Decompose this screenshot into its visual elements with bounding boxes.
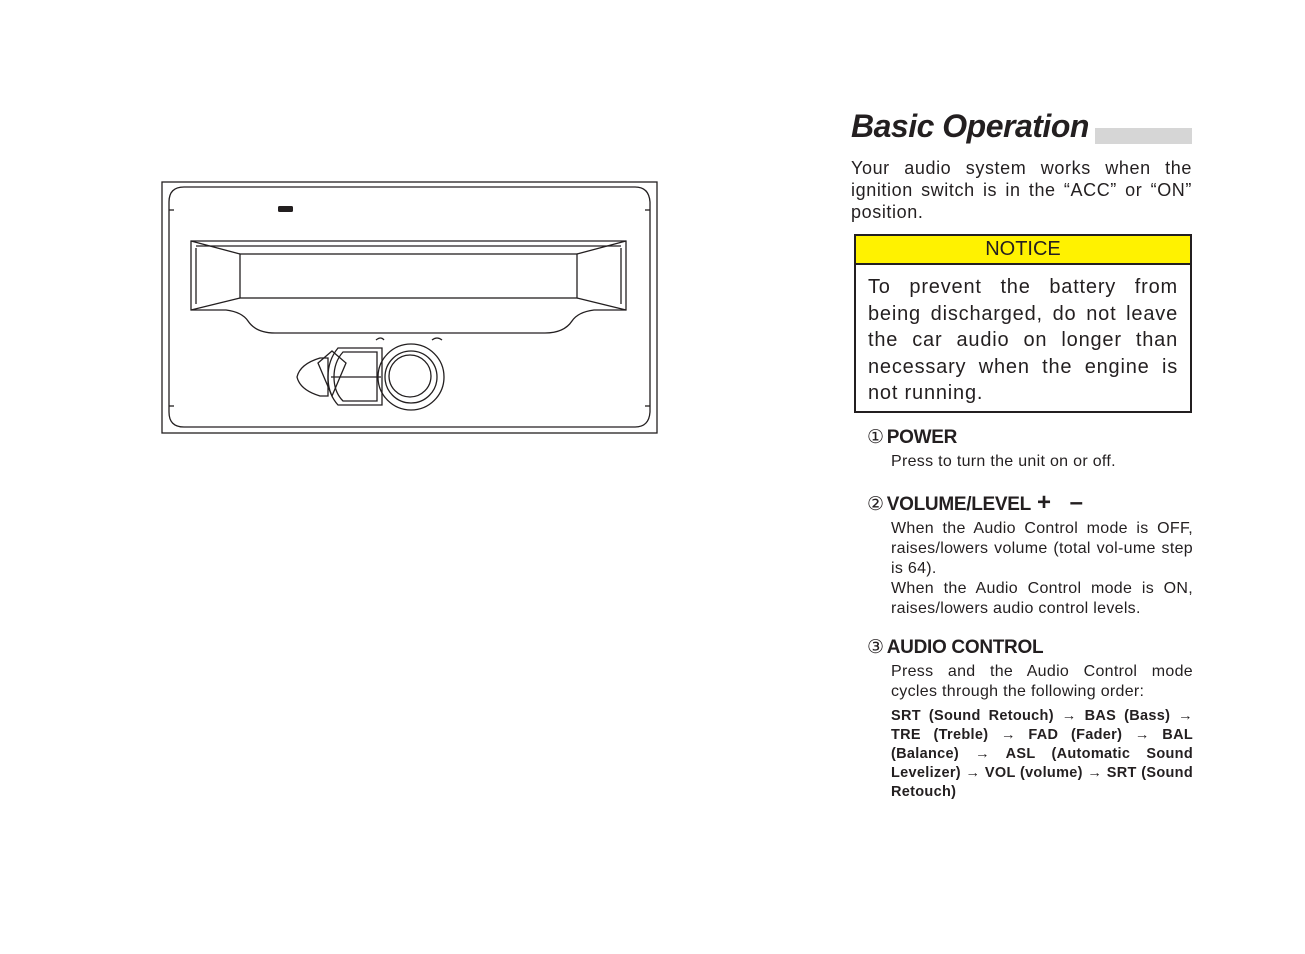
panel-inner-frame — [169, 187, 650, 427]
item-number: ② — [867, 494, 884, 515]
item-audio-control — [867, 637, 1193, 802]
mode-sequence: SRT (Sound Retouch) → BAS (Bass) → TRE (Treble) → FAD (Fader) → BAL (Balance) → ASL (Automatic Sound Levelizer) → VOL (volume) → SRT (Sound Retouch) — [891, 708, 1193, 800]
item-volume-heading — [867, 489, 1193, 516]
notice-label: NOTICE — [856, 236, 1190, 265]
item-title: POWER — [886, 427, 958, 448]
item-description: When the Audio Control mode is ON, raises/lowers audio control levels. — [891, 580, 1193, 617]
item-power — [867, 427, 1193, 472]
item-audio-heading — [867, 637, 1193, 659]
item-description: Press and the Audio Control mode cycles through the following order: — [891, 663, 1193, 700]
indicator-led-icon — [278, 206, 293, 212]
head-unit-illustration — [160, 180, 660, 436]
item-volume-level — [867, 489, 1193, 619]
notice-box — [854, 234, 1192, 413]
item-description: When the Audio Control mode is OFF, raises/lowers volume (total vol-ume step is 64). — [891, 520, 1193, 577]
cassette-slot-icon — [191, 241, 626, 333]
plus-minus-icon: + – — [1036, 489, 1089, 516]
item-power-heading — [867, 427, 1193, 449]
power-volume-knob-icon — [378, 344, 444, 410]
page-title: Basic Operation — [851, 108, 1095, 144]
intro-paragraph: Your audio system works when the ignition switch is in the “ACC” or “ON” position. — [851, 158, 1192, 222]
panel-outer-frame — [162, 182, 657, 433]
notice-text: To prevent the battery from being discharged, do not leave the car audio on longer than necessary when the engine is not running. — [868, 276, 1178, 404]
item-number: ① — [867, 427, 884, 448]
item-description: Press to turn the unit on or off. — [891, 453, 1116, 470]
section-header — [851, 108, 1192, 146]
item-title: AUDIO CONTROL — [886, 637, 1044, 658]
item-number: ③ — [867, 637, 884, 658]
item-title: VOLUME/LEVEL — [886, 494, 1031, 515]
